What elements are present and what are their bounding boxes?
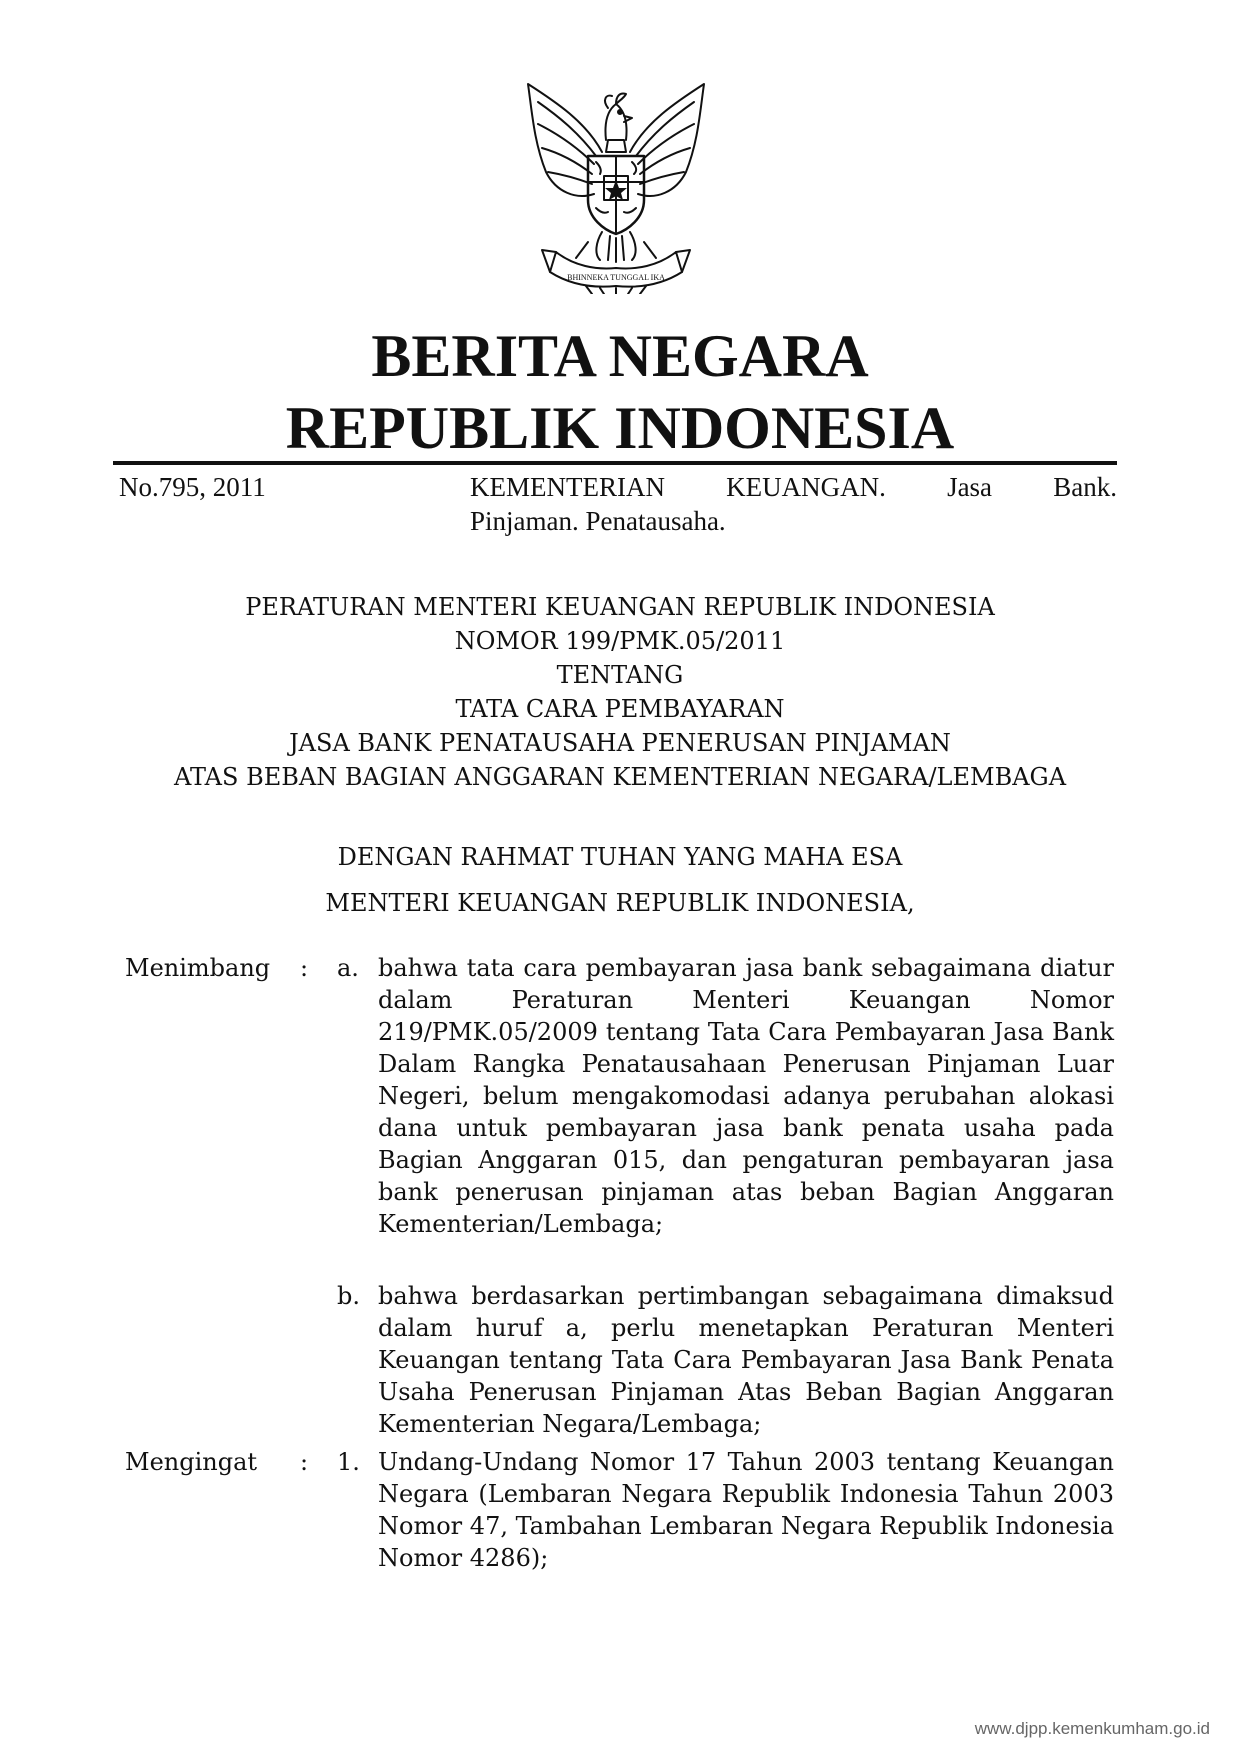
emblem-motto: BHINNEKA TUNGGAL IKA — [567, 273, 665, 282]
edition-number: No.795, 2011 — [119, 472, 266, 502]
masthead-divider — [113, 461, 1117, 465]
subject-word: KEUANGAN. — [726, 472, 886, 502]
preamble — [0, 834, 1240, 926]
masthead-title: BERITA NEGARA — [371, 323, 869, 389]
clause-marker: 1. — [337, 1448, 360, 1476]
regulation-title — [0, 590, 1240, 794]
subject-word: KEMENTERIAN — [470, 472, 665, 502]
title-line: NOMOR 199/PMK.05/2011 — [454, 627, 786, 655]
edition-subject — [470, 470, 1117, 538]
clause-marker: a. — [337, 954, 359, 982]
title-line: JASA BANK PENATAUSAHA PENERUSAN PINJAMAN — [289, 729, 951, 757]
title-line: PERATURAN MENTERI KEUANGAN REPUBLIK INDONESIA — [245, 593, 995, 621]
edition-subject-line2: Pinjaman. Penatausaha. — [470, 506, 726, 536]
preamble-line: DENGAN RAHMAT TUHAN YANG MAHA ESA — [337, 843, 903, 871]
title-line: TENTANG — [556, 661, 684, 689]
menimbang-label: Menimbang — [125, 954, 271, 982]
menimbang-clause-b: bahwa berdasarkan pertimbangan sebagaimana dimaksud dalam huruf a, perlu menetapkan Peraturan Menteri Keuangan tentang Tata Cara Pembayaran Jasa Bank Penata Usaha Penerusan Pinjaman Atas Beban Bagian Anggaran Kementerian Negara/Lembaga; — [378, 1282, 1114, 1438]
menimbang-colon: : — [300, 954, 309, 982]
subject-word: Jasa — [947, 472, 993, 502]
title-line: TATA CARA PEMBAYARAN — [455, 695, 785, 723]
clause-marker: b. — [337, 1282, 360, 1310]
subject-word: Bank. — [1053, 472, 1117, 502]
garuda-emblem-icon — [516, 82, 716, 294]
preamble-line: MENTERI KEUANGAN REPUBLIK INDONESIA, — [325, 889, 915, 917]
footer-url: www.djpp.kemenkumham.go.id — [974, 1719, 1210, 1738]
mengingat-label: Mengingat — [125, 1448, 258, 1476]
title-line: ATAS BEBAN BAGIAN ANGGARAN KEMENTERIAN NEGARA/LEMBAGA — [173, 763, 1067, 791]
masthead-subtitle: REPUBLIK INDONESIA — [285, 395, 955, 461]
mengingat-clause-1: Undang-Undang Nomor 17 Tahun 2003 tentang Keuangan Negara (Lembaran Negara Republik Indonesia Tahun 2003 Nomor 47, Tambahan Lembaran Negara Republik Indonesia Nomor 4286); — [378, 1448, 1114, 1572]
menimbang-clause-a: bahwa tata cara pembayaran jasa bank sebagaimana diatur dalam Peraturan Menteri Keuangan Nomor 219/PMK.05/2009 tentang Tata Cara Pembayaran Jasa Bank Dalam Rangka Penatausahaan Penerusan Pinjaman Luar Negeri, belum mengakomodasi adanya perubahan alokasi dana untuk pembayaran jasa bank penata usaha pada Bagian Anggaran 015, dan pengaturan pembayaran jasa bank penerusan pinjaman atas beban Bagian Anggaran Kementerian/Lembaga; — [378, 954, 1114, 1238]
edition-subject-line1 — [470, 470, 1117, 504]
mengingat-colon: : — [300, 1448, 309, 1476]
